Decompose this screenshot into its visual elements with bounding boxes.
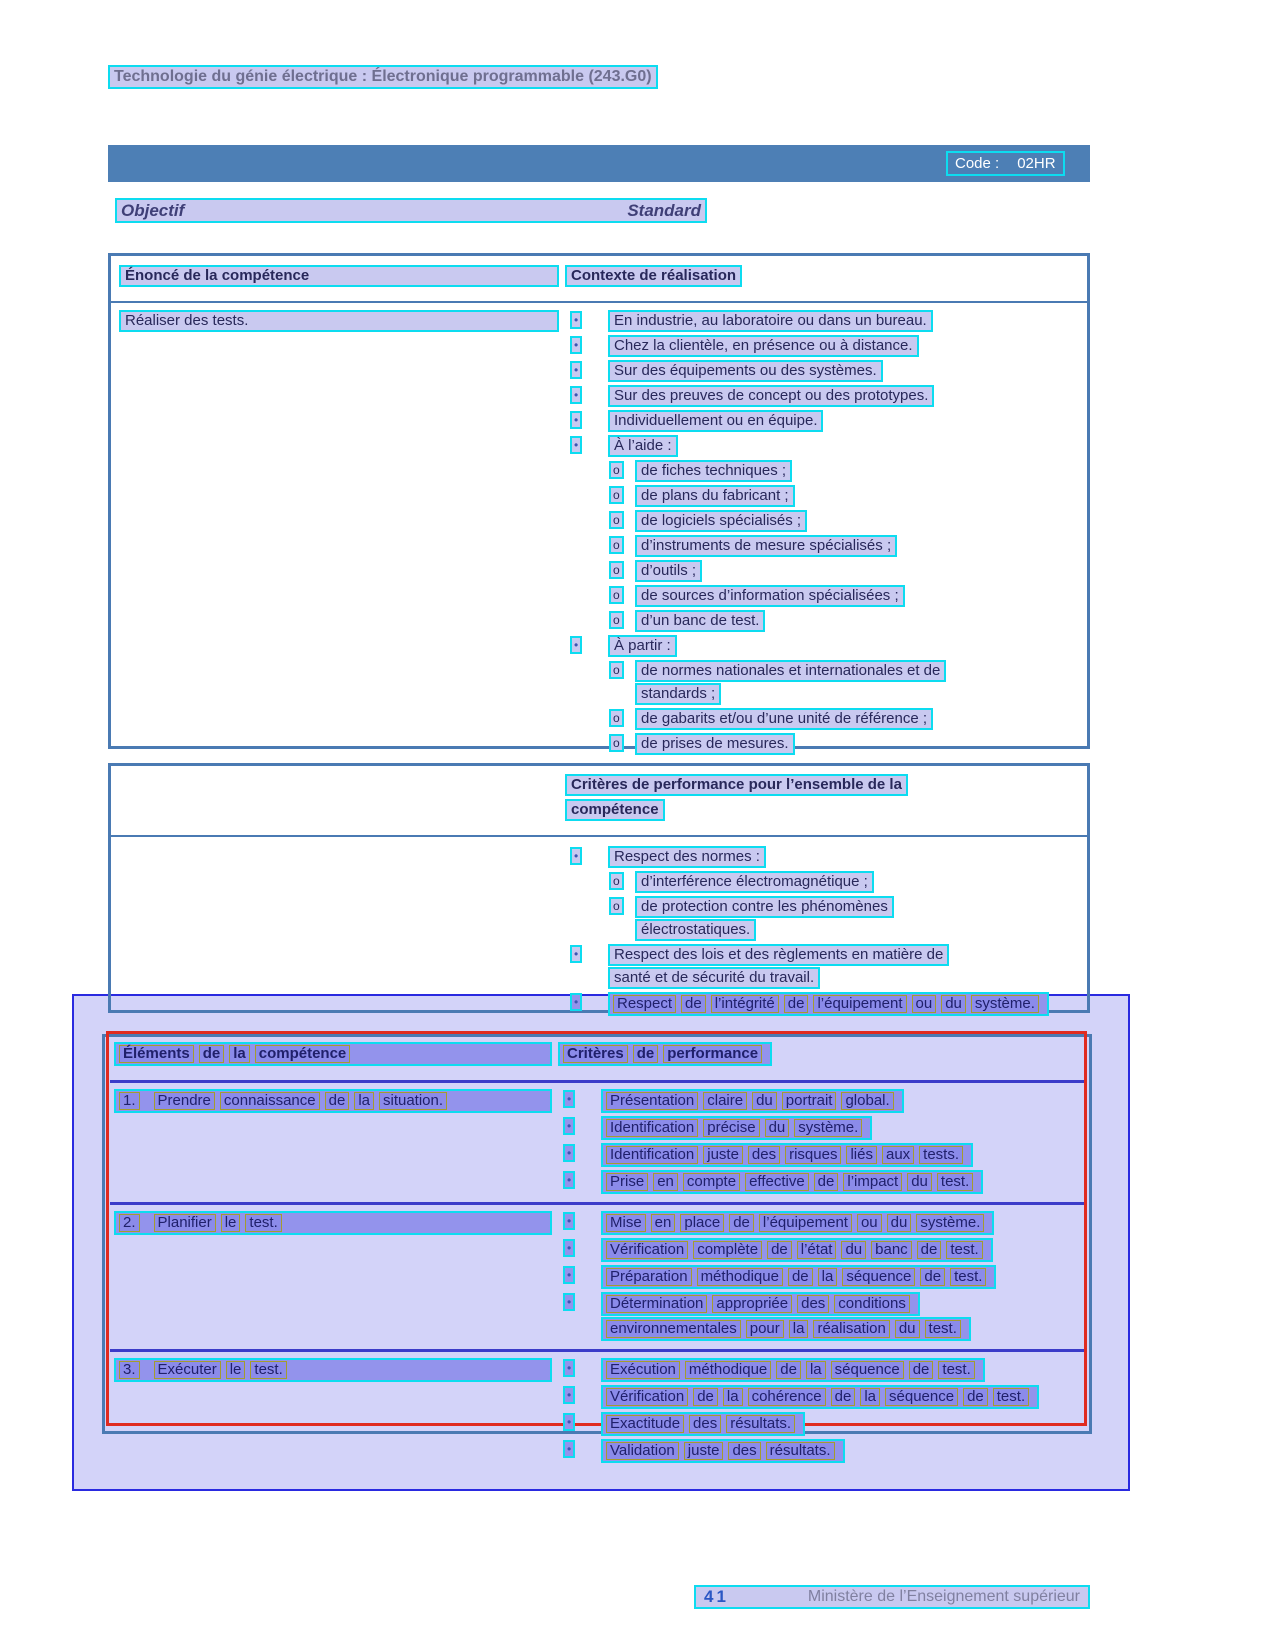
element-cell <box>110 1089 558 1197</box>
word-box: Mise <box>606 1214 646 1232</box>
word-box: de <box>920 1268 945 1286</box>
page-number: 41 <box>704 1587 729 1606</box>
highlighted-text-line: d’outils ; <box>635 560 702 582</box>
list-item <box>558 1170 1084 1195</box>
item-lines <box>635 460 1085 483</box>
word-box: des <box>797 1295 829 1313</box>
word-box: de <box>784 995 809 1013</box>
word-box: du <box>765 1119 790 1137</box>
circle-marker-icon: o <box>609 872 624 890</box>
table-criteres-ensemble <box>108 763 1090 1013</box>
bullet-marker-icon: • <box>563 1266 575 1284</box>
bullet-marker-icon: • <box>563 1293 575 1311</box>
word-box: séquence <box>842 1268 915 1286</box>
word-box: Prise <box>606 1173 648 1191</box>
word-box: résultats. <box>766 1442 835 1460</box>
highlighted-text-line: de plans du fabricant ; <box>635 485 795 507</box>
word-box: du <box>887 1214 912 1232</box>
bullet-marker-icon: • <box>563 1359 575 1377</box>
word-box: test. <box>937 1173 973 1191</box>
table2-criteria-list <box>565 846 1085 1017</box>
item-lines <box>608 846 1085 869</box>
word-box: l’intégrité <box>711 995 779 1013</box>
element-title-line <box>114 1089 552 1113</box>
item-lines <box>608 360 1085 383</box>
word-box: la <box>789 1320 809 1338</box>
word-box: l’impact <box>843 1173 902 1191</box>
word-box: Vérification <box>606 1388 688 1406</box>
word-box: de <box>199 1045 225 1063</box>
highlighted-text-line <box>601 1116 872 1140</box>
list-item <box>558 1238 1084 1263</box>
bullet-marker-icon: • <box>563 1171 575 1189</box>
word-box: situation. <box>379 1092 447 1110</box>
circle-marker-icon: o <box>609 897 624 915</box>
word-box: pour <box>746 1320 784 1338</box>
highlighted-text-line: standards ; <box>635 683 721 705</box>
word-box: du <box>752 1092 777 1110</box>
table1-competence-statement: Réaliser des tests. <box>119 310 559 332</box>
word-box: de <box>729 1214 754 1232</box>
item-lines <box>635 585 1085 608</box>
highlighted-text-line <box>601 1412 805 1436</box>
highlighted-text-line: de logiciels spécialisés ; <box>635 510 807 532</box>
word-box: du <box>941 995 966 1013</box>
list-item <box>565 708 1085 731</box>
highlighted-text-line: d’un banc de test. <box>635 610 765 632</box>
list-item <box>565 535 1085 558</box>
word-box: de <box>767 1241 792 1259</box>
bullet-marker-icon: • <box>563 1440 575 1458</box>
word-box: tests. <box>919 1146 963 1164</box>
list-item <box>565 460 1085 483</box>
word-box: la <box>354 1092 374 1110</box>
word-box: réalisation <box>813 1320 889 1338</box>
word-box: Respect <box>613 995 676 1013</box>
list-item <box>558 1412 1084 1437</box>
word-box: test. <box>993 1388 1029 1406</box>
table3-col1-header <box>114 1042 552 1066</box>
item-lines <box>601 1170 1084 1195</box>
item-lines <box>608 992 1085 1017</box>
highlighted-text-line: Sur des équipements ou des systèmes. <box>608 360 883 382</box>
table3-header-row <box>110 1034 1084 1083</box>
item-lines <box>635 485 1085 508</box>
word-box: en <box>651 1214 676 1232</box>
word-box: test. <box>250 1361 286 1379</box>
ministry-name: Ministère de l’Enseignement supérieur <box>807 1588 1080 1605</box>
word-box: de <box>831 1388 856 1406</box>
word-box: Identification <box>606 1119 698 1137</box>
list-item <box>565 871 1085 894</box>
table2-header-row <box>111 766 1087 837</box>
item-lines <box>635 535 1085 558</box>
circle-marker-icon: o <box>609 461 624 479</box>
item-lines <box>608 635 1085 658</box>
item-lines <box>635 660 1085 706</box>
list-item <box>558 1292 1084 1342</box>
word-box: des <box>728 1442 760 1460</box>
list-item <box>558 1211 1084 1236</box>
highlighted-text-line <box>601 1143 973 1167</box>
criteria-cell <box>558 1358 1084 1466</box>
word-box: la <box>806 1361 826 1379</box>
word-box: connaissance <box>220 1092 320 1110</box>
bullet-marker-icon: • <box>570 636 582 654</box>
word-box: le <box>226 1361 246 1379</box>
word-box: test. <box>946 1241 982 1259</box>
word-box: en <box>653 1173 678 1191</box>
highlighted-text-line: Respect des normes : <box>608 846 766 868</box>
item-lines <box>635 560 1085 583</box>
table1-col1-header: Énoncé de la compétence <box>119 265 559 287</box>
item-lines <box>601 1439 1084 1464</box>
table3-col2-header-cell <box>558 1042 1084 1071</box>
bullet-marker-icon: • <box>563 1090 575 1108</box>
item-lines <box>635 510 1085 533</box>
bullet-marker-icon: • <box>570 336 582 354</box>
word-box: méthodique <box>685 1361 771 1379</box>
list-item <box>565 485 1085 508</box>
table1-header-row <box>111 256 1087 303</box>
word-box: environnementales <box>606 1320 741 1338</box>
list-item <box>565 310 1085 333</box>
item-lines <box>635 733 1085 756</box>
word-box: risques <box>785 1146 841 1164</box>
word-box: performance <box>663 1045 762 1063</box>
highlighted-text-line <box>601 1385 1039 1409</box>
word-box: du <box>895 1320 920 1338</box>
highlighted-text-line: À partir : <box>608 635 677 657</box>
bullet-marker-icon: • <box>570 436 582 454</box>
criteria-cell <box>558 1211 1084 1344</box>
word-box: la <box>818 1268 838 1286</box>
word-box: Exécution <box>606 1361 680 1379</box>
item-lines <box>635 871 1085 894</box>
highlighted-text-line <box>601 1292 920 1316</box>
highlighted-text-line: de gabarits et/ou d’une unité de référence ; <box>635 708 933 730</box>
item-lines <box>601 1143 1084 1168</box>
highlighted-text-line: de sources d’information spécialisées ; <box>635 585 905 607</box>
bullet-marker-icon: • <box>563 1212 575 1230</box>
bullet-marker-icon: • <box>570 847 582 865</box>
word-box: le <box>221 1214 241 1232</box>
list-item <box>558 1265 1084 1290</box>
word-box: des <box>748 1146 780 1164</box>
bullet-marker-icon: • <box>570 411 582 429</box>
bullet-marker-icon: • <box>570 311 582 329</box>
page-footer <box>694 1585 1090 1609</box>
word-box: claire <box>703 1092 747 1110</box>
word-box: place <box>680 1214 724 1232</box>
word-box: compte <box>683 1173 740 1191</box>
highlighted-text-line: Sur des preuves de concept ou des prototypes. <box>608 385 934 407</box>
word-box: de <box>681 995 706 1013</box>
word-box: appropriée <box>712 1295 792 1313</box>
word-box: compétence <box>255 1045 351 1063</box>
circle-marker-icon: o <box>609 709 624 727</box>
highlighted-text-line: de protection contre les phénomènes <box>635 896 894 918</box>
highlighted-text-line <box>601 1211 994 1235</box>
word-box: séquence <box>885 1388 958 1406</box>
bullet-marker-icon: • <box>563 1117 575 1135</box>
circle-marker-icon: o <box>609 611 624 629</box>
word-box: méthodique <box>697 1268 783 1286</box>
item-lines <box>608 385 1085 408</box>
word-box: test. <box>950 1268 986 1286</box>
highlighted-text-line <box>601 1170 983 1194</box>
circle-marker-icon: o <box>609 486 624 504</box>
list-item <box>565 635 1085 658</box>
table2-header-line1: Critères de performance pour l’ensemble de la <box>565 774 908 796</box>
circle-marker-icon: o <box>609 561 624 579</box>
circle-marker-icon: o <box>609 511 624 529</box>
list-item <box>558 1089 1084 1114</box>
word-box: conditions <box>834 1295 910 1313</box>
word-box: de <box>693 1388 718 1406</box>
word-box: système. <box>794 1119 862 1137</box>
element-number: 2. <box>119 1214 140 1232</box>
table1-context-list <box>565 310 1085 756</box>
criteria-cell <box>558 1089 1084 1197</box>
standard-label: Standard <box>627 201 701 220</box>
word-box: de <box>788 1268 813 1286</box>
word-box: Validation <box>606 1442 679 1460</box>
word-box: de <box>917 1241 942 1259</box>
word-box: système. <box>916 1214 984 1232</box>
highlighted-text-line: Individuellement ou en équipe. <box>608 410 823 432</box>
item-lines <box>608 335 1085 358</box>
word-box: système. <box>971 995 1039 1013</box>
list-item <box>565 410 1085 433</box>
word-box: Identification <box>606 1146 698 1164</box>
item-lines <box>601 1358 1084 1383</box>
item-lines <box>608 310 1085 333</box>
list-item <box>558 1116 1084 1141</box>
item-lines <box>635 708 1085 731</box>
word-box: du <box>841 1241 866 1259</box>
list-item <box>565 660 1085 706</box>
highlighted-text-line: de normes nationales et internationales et de <box>635 660 946 682</box>
word-box: de <box>325 1092 350 1110</box>
word-box: de <box>633 1045 659 1063</box>
list-item <box>565 335 1085 358</box>
word-box: global. <box>841 1092 893 1110</box>
table-row <box>110 1083 1084 1205</box>
word-box: résultats. <box>726 1415 795 1433</box>
element-title-line <box>114 1358 552 1382</box>
highlighted-text-line: En industrie, au laboratoire ou dans un bureau. <box>608 310 933 332</box>
word-box: des <box>689 1415 721 1433</box>
list-item <box>565 896 1085 942</box>
word-box: juste <box>703 1146 743 1164</box>
item-lines <box>608 435 1085 458</box>
item-lines <box>601 1238 1084 1263</box>
word-box: Exécuter <box>154 1361 221 1379</box>
word-box: aux <box>882 1146 914 1164</box>
item-lines <box>601 1265 1084 1290</box>
word-box: complète <box>693 1241 762 1259</box>
table-row <box>110 1205 1084 1352</box>
item-lines <box>601 1116 1084 1141</box>
table2-header-line2: compétence <box>565 799 665 821</box>
code-value: 02HR <box>1017 155 1056 172</box>
highlighted-text-line: Chez la clientèle, en présence ou à distance. <box>608 335 919 357</box>
word-box: la <box>723 1388 743 1406</box>
circle-marker-icon: o <box>609 586 624 604</box>
word-box: Éléments <box>119 1045 194 1063</box>
word-box: Préparation <box>606 1268 692 1286</box>
list-item <box>558 1385 1084 1410</box>
highlighted-text-line: À l’aide : <box>608 435 678 457</box>
table2-body <box>111 837 1087 1017</box>
word-box: liés <box>846 1146 877 1164</box>
list-item <box>558 1439 1084 1464</box>
word-box: du <box>907 1173 932 1191</box>
word-box: de <box>776 1361 801 1379</box>
list-item <box>565 610 1085 633</box>
bullet-marker-icon: • <box>563 1239 575 1257</box>
bullet-marker-icon: • <box>570 361 582 379</box>
word-box: Planifier <box>154 1214 216 1232</box>
word-box: l’équipement <box>813 995 906 1013</box>
bullet-marker-icon: • <box>570 386 582 404</box>
word-box: Présentation <box>606 1092 698 1110</box>
list-item <box>565 585 1085 608</box>
list-item <box>565 560 1085 583</box>
table-elements-criteres <box>110 1034 1084 1471</box>
word-box: test. <box>245 1214 281 1232</box>
item-lines <box>608 410 1085 433</box>
item-lines <box>601 1089 1084 1114</box>
list-item <box>565 435 1085 458</box>
word-box: la <box>860 1388 880 1406</box>
circle-marker-icon: o <box>609 661 624 679</box>
code-badge <box>946 151 1065 176</box>
bullet-marker-icon: • <box>570 945 582 963</box>
word-box: de <box>814 1173 839 1191</box>
word-box: effective <box>745 1173 809 1191</box>
highlighted-text-line <box>601 1265 996 1289</box>
objectif-label: Objectif <box>121 201 185 220</box>
list-item <box>565 944 1085 990</box>
item-lines <box>601 1292 1084 1342</box>
item-lines <box>601 1412 1084 1437</box>
word-box: test. <box>925 1320 961 1338</box>
word-box: précise <box>703 1119 759 1137</box>
word-box: de <box>963 1388 988 1406</box>
bullet-marker-icon: • <box>563 1386 575 1404</box>
objectif-standard-heading <box>115 198 707 223</box>
item-lines <box>635 610 1085 633</box>
bullet-marker-icon: • <box>563 1413 575 1431</box>
word-box: juste <box>684 1442 724 1460</box>
highlighted-text-line <box>601 1317 971 1341</box>
word-box: de <box>909 1361 934 1379</box>
word-box: la <box>229 1045 250 1063</box>
table1-col2-header: Contexte de réalisation <box>565 265 742 287</box>
word-box: Détermination <box>606 1295 707 1313</box>
word-box: Exactitude <box>606 1415 684 1433</box>
word-box: portrait <box>782 1092 837 1110</box>
element-title-line <box>114 1211 552 1235</box>
word-box: Critères <box>563 1045 628 1063</box>
list-item <box>565 360 1085 383</box>
highlighted-text-line: Respect des lois et des règlements en matière de <box>608 944 949 966</box>
word-box: l’état <box>797 1241 837 1259</box>
highlighted-text-line <box>601 1439 845 1463</box>
item-lines <box>601 1211 1084 1236</box>
code-label: Code : <box>955 155 1000 172</box>
item-lines <box>601 1385 1084 1410</box>
list-item <box>565 385 1085 408</box>
word-box: ou <box>857 1214 882 1232</box>
element-number: 3. <box>119 1361 140 1379</box>
list-item <box>565 510 1085 533</box>
table3-col1-header-cell <box>110 1042 558 1071</box>
word-box: test. <box>938 1361 974 1379</box>
word-box: banc <box>871 1241 912 1259</box>
document-title: Technologie du génie électrique : Électronique programmable (243.G0) <box>108 65 658 89</box>
highlighted-text-line <box>601 1089 904 1113</box>
table1-body <box>111 303 1087 756</box>
highlighted-text-line: de prises de mesures. <box>635 733 795 755</box>
word-box: Vérification <box>606 1241 688 1259</box>
table3-rows <box>110 1083 1084 1471</box>
table-row <box>110 1352 1084 1471</box>
code-header-bar <box>108 145 1090 182</box>
list-item <box>558 1143 1084 1168</box>
word-box: l’équipement <box>759 1214 852 1232</box>
circle-marker-icon: o <box>609 536 624 554</box>
list-item <box>565 733 1085 756</box>
highlighted-text-line <box>608 992 1049 1016</box>
item-lines <box>635 896 1085 942</box>
circle-marker-icon: o <box>609 734 624 752</box>
word-box: Prendre <box>154 1092 215 1110</box>
word-box: cohérence <box>748 1388 826 1406</box>
highlighted-text-line: de fiches techniques ; <box>635 460 792 482</box>
highlighted-text-line <box>601 1238 993 1262</box>
item-lines <box>608 944 1085 990</box>
element-number: 1. <box>119 1092 140 1110</box>
list-item <box>565 846 1085 869</box>
table3-col2-header <box>558 1042 772 1066</box>
bullet-marker-icon: • <box>570 993 582 1011</box>
highlighted-text-line <box>601 1358 985 1382</box>
highlighted-text-line: électrostatiques. <box>635 919 756 941</box>
table-enonce-contexte <box>108 253 1090 752</box>
element-cell <box>110 1358 558 1466</box>
highlighted-text-line: d’instruments de mesure spécialisés ; <box>635 535 897 557</box>
highlighted-text-line: d’interférence électromagnétique ; <box>635 871 874 893</box>
word-box: séquence <box>831 1361 904 1379</box>
word-box: ou <box>912 995 937 1013</box>
bullet-marker-icon: • <box>563 1144 575 1162</box>
highlighted-text-line: santé et de sécurité du travail. <box>608 967 820 989</box>
list-item <box>565 992 1085 1017</box>
list-item <box>558 1358 1084 1383</box>
element-cell <box>110 1211 558 1344</box>
